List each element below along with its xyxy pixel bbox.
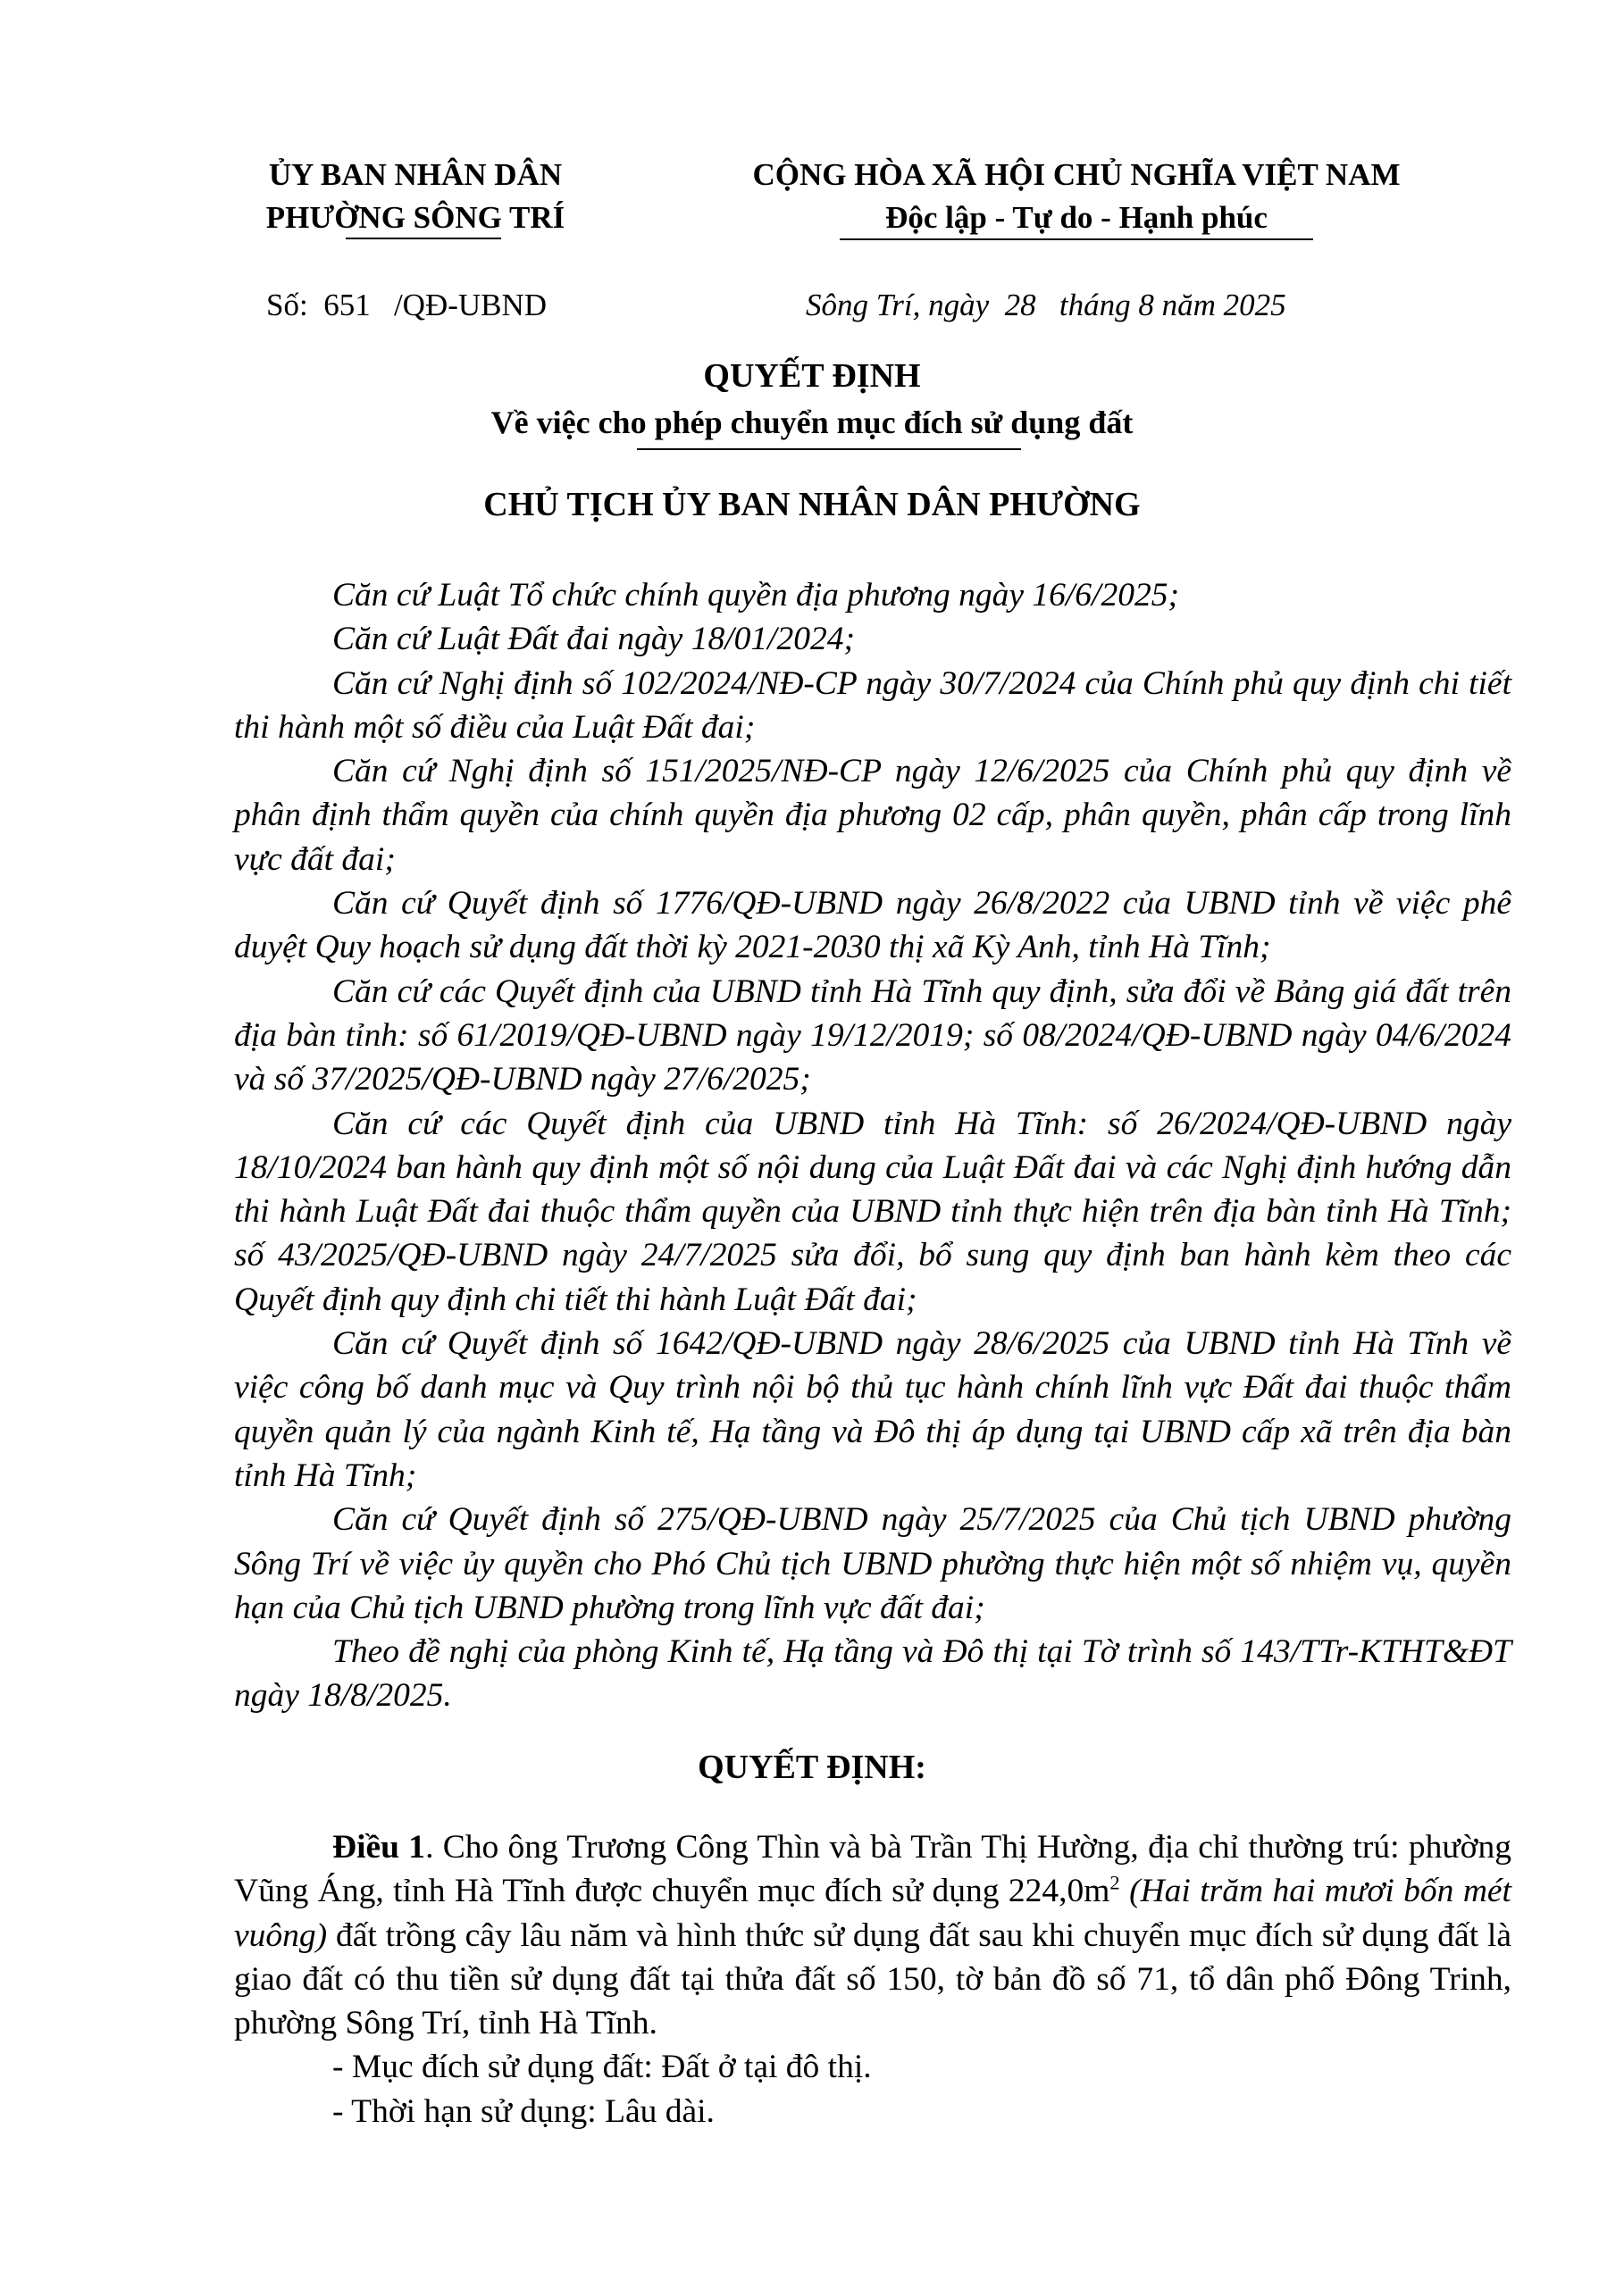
legal-basis: Căn cứ Luật Tổ chức chính quyền địa phương ngày 16/6/2025; [332,577,1179,614]
legal-basis: Căn cứ Nghị định số 102/2024/NĐ-CP ngày 30/7/2024 của Chính phủ quy định chi tiết thi hành một số điều của Luật Đất đai; [234,664,1511,746]
legal-basis: Căn cứ Quyết định số 1776/QĐ-UBND ngày 26/8/2022 của UBND tỉnh về việc phê duyệt Quy hoạch sử dụng đất thời kỳ 2021-2030 thị xã Kỳ Anh, tỉnh Hà Tĩnh; [234,885,1511,966]
legal-basis: Căn cứ Luật Đất đai ngày 18/01/2024; [332,621,856,658]
decision-heading: QUYẾT ĐỊNH: [698,1749,926,1786]
article-1 [234,1825,1511,2133]
issuing-authority [241,154,590,239]
motto-underline [840,238,1313,240]
issuer-title: CHỦ TỊCH ỦY BAN NHÂN DÂN PHƯỜNG [483,486,1141,523]
document-type: QUYẾT ĐỊNH [703,357,921,395]
legal-basis: Căn cứ các Quyết định của UBND tỉnh Hà Tĩnh: số 26/2024/QĐ-UBND ngày 18/10/2024 ban hành quy định một số nội dung của Luật Đất đai và các Nghị định hướng dẫn thi hành Luật Đất đai thuộc thẩm quyền của UBND tỉnh thực hiện trên địa bàn tỉnh Hà Tĩnh; số 43/2025/QĐ-UBND ngày 24/7/2025 sửa đổi, bổ sung quy định ban hành kèm theo các Quyết định quy định chi tiết thi hành Luật Đất đai; [234,1105,1511,1318]
legal-basis: Theo đề nghị của phòng Kinh tế, Hạ tầng và Đô thị tại Tờ trình số 143/TTr-KTHT&ĐT ngày 18/8/2025. [234,1633,1511,1715]
land-use-purpose: - Mục đích sử dụng đất: Đất ở tại đô thị. [332,2049,872,2086]
country-name: CỘNG HÒA XÃ HỘI CHỦ NGHĨA VIỆT NAM [752,157,1401,192]
authority-underline [346,238,501,239]
legal-basis: Căn cứ Nghị định số 151/2025/NĐ-CP ngày 12/6/2025 của Chính phủ quy định về phân định thẩm quyền của chính quyền địa phương 02 cấp, phân quyền, phân cấp trong lĩnh vực đất đai; [234,753,1511,878]
legal-basis: Căn cứ Quyết định số 1642/QĐ-UBND ngày 28/6/2025 của UBND tỉnh Hà Tĩnh về việc công bố danh mục và Quy trình nội bộ thủ tục hành chính lĩnh vực Đất đai thuộc thẩm quyền quản lý của ngành Kinh tế, Hạ tầng và Đô thị áp dụng tại UBND cấp xã trên địa bàn tỉnh Hà Tĩnh; [234,1325,1511,1494]
subject-underline [637,448,1021,450]
article-1-text [234,1825,1511,2045]
national-motto [697,154,1456,239]
legal-basis: Căn cứ Quyết định số 275/QĐ-UBND ngày 25/7/2025 của Chủ tịch UBND phường Sông Trí về việc ủy quyền cho Phó Chủ tịch UBND phường thực hiện một số nhiệm vụ, quyền hạn của Chủ tịch UBND phường trong lĩnh vực đất đai; [234,1501,1511,1626]
authority-line-2: PHƯỜNG SÔNG TRÍ [265,200,565,235]
authority-line-1: ỦY BAN NHÂN DÂN [268,157,563,192]
motto: Độc lập - Tự do - Hạnh phúc [885,200,1268,235]
document-number: Số: 651 /QĐ-UBND [266,288,548,322]
place-date: Sông Trí, ngày 28 tháng 8 năm 2025 [806,288,1286,322]
article-text-a: . Cho ông Trương Công Thìn và bà Trần Thị Hường, địa chỉ thường trú: phường Vũng Áng, tỉnh Hà Tĩnh được chuyển mục đích sử dụng 224,0m [234,1829,1512,1910]
document-subject: Về việc cho phép chuyển mục đích sử dụng đất [490,405,1134,440]
article-label: Điều 1 [332,1829,426,1866]
article-text-b: đất trồng cây lâu năm và hình thức sử dụng đất sau khi chuyển mục đích sử dụng đất là giao đất có thu tiền sử dụng đất tại thửa đất số 150, tờ bản đồ số 71, tổ dân phố Đông Trinh, phường Sông Trí, tỉnh Hà Tĩnh. [234,1916,1511,2042]
legal-bases [234,573,1511,1718]
land-use-term: - Thời hạn sử dụng: Lâu dài. [332,2092,715,2130]
legal-basis: Căn cứ các Quyết định của UBND tỉnh Hà Tĩnh quy định, sửa đổi về Bảng giá đất trên địa bàn tỉnh: số 61/2019/QĐ-UBND ngày 19/12/2019; số 08/2024/QĐ-UBND ngày 04/6/2024 và số 37/2025/QĐ-UBND ngày 27/6/2025; [234,973,1511,1098]
area-unit-superscript: 2 [1109,1871,1120,1894]
area-in-words: (Hai trăm hai mươi bốn mét vuông) [234,1873,1511,1954]
